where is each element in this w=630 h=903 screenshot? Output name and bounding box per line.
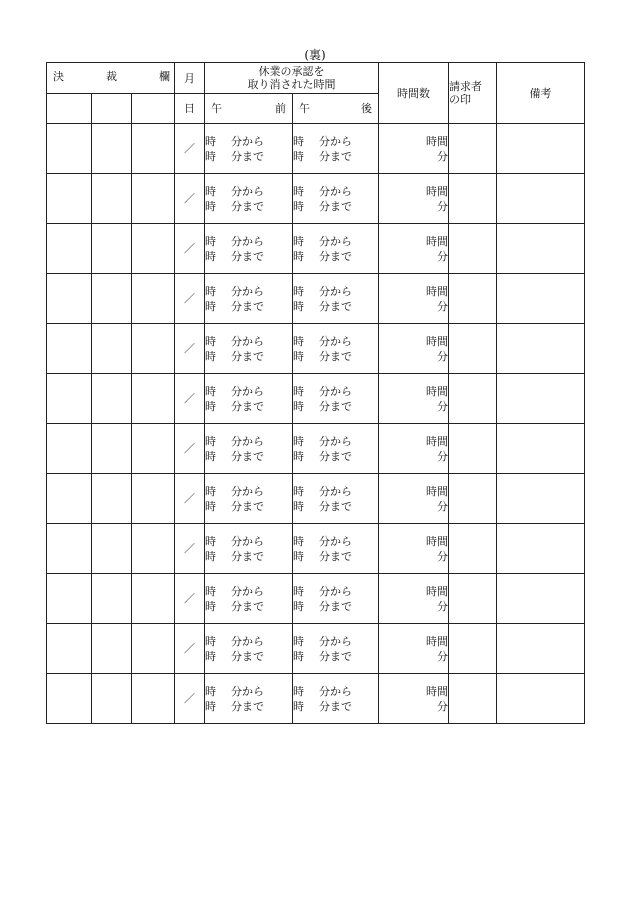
approval-cell-2[interactable] bbox=[92, 274, 132, 324]
seal-cell[interactable] bbox=[449, 324, 497, 374]
am-char-1: 午 bbox=[211, 102, 223, 115]
approval-cell-1[interactable] bbox=[47, 124, 92, 174]
table-row bbox=[47, 274, 585, 324]
pm-from-minute-label: 分から bbox=[319, 684, 353, 698]
date-cell[interactable]: ／ bbox=[175, 524, 205, 574]
date-cell[interactable]: ／ bbox=[175, 174, 205, 224]
approval-cell-1[interactable] bbox=[47, 374, 92, 424]
pm-from-hour-label: 時 bbox=[293, 184, 305, 198]
am-time-cell[interactable] bbox=[205, 274, 293, 324]
requester-seal-header bbox=[449, 63, 497, 124]
pm-char-1: 午 bbox=[299, 102, 311, 115]
am-to-hour-label: 時 bbox=[205, 549, 217, 563]
approval-cell-3[interactable] bbox=[132, 674, 175, 724]
month-header: 月 bbox=[175, 63, 205, 94]
approval-cell-1[interactable] bbox=[47, 274, 92, 324]
seal-cell[interactable] bbox=[449, 424, 497, 474]
kessai-char-2: 裁 bbox=[106, 70, 118, 83]
hours-cell[interactable] bbox=[379, 374, 449, 424]
seal-cell[interactable] bbox=[449, 224, 497, 274]
pm-to-minute-label: 分まで bbox=[319, 399, 353, 413]
approval-cell-2[interactable] bbox=[92, 324, 132, 374]
date-cell[interactable]: ／ bbox=[175, 374, 205, 424]
hours-cell[interactable] bbox=[379, 124, 449, 174]
pm-time-cell[interactable] bbox=[293, 674, 379, 724]
approval-cell-1[interactable] bbox=[47, 224, 92, 274]
minutes-label: 分 bbox=[437, 249, 449, 263]
approval-cell-1[interactable] bbox=[47, 174, 92, 224]
date-cell[interactable]: ／ bbox=[175, 674, 205, 724]
minutes-label: 分 bbox=[437, 149, 449, 163]
am-time-cell[interactable] bbox=[205, 224, 293, 274]
pm-time-cell[interactable] bbox=[293, 374, 379, 424]
approval-cell-2[interactable] bbox=[92, 624, 132, 674]
am-to-hour-label: 時 bbox=[205, 199, 217, 213]
approval-cell-2[interactable] bbox=[92, 224, 132, 274]
pm-time-cell[interactable] bbox=[293, 524, 379, 574]
am-header bbox=[205, 94, 293, 124]
approval-cell-3[interactable] bbox=[132, 324, 175, 374]
table-row bbox=[47, 524, 585, 574]
am-time-cell[interactable] bbox=[205, 124, 293, 174]
kessai-char-3: 欄 bbox=[159, 70, 171, 83]
hours-label: 時間 bbox=[426, 334, 449, 348]
hours-label: 時間 bbox=[426, 384, 449, 398]
approval-cell-3[interactable] bbox=[132, 624, 175, 674]
hours-cell[interactable] bbox=[379, 624, 449, 674]
am-from-minute-label: 分から bbox=[231, 184, 265, 198]
am-from-hour-label: 時 bbox=[205, 284, 217, 298]
pm-from-hour-label: 時 bbox=[293, 584, 305, 598]
table-row bbox=[47, 424, 585, 474]
minutes-label: 分 bbox=[437, 299, 449, 313]
seal-header-line2: の印 bbox=[449, 93, 472, 106]
notes-cell[interactable] bbox=[497, 674, 585, 724]
am-to-minute-label: 分まで bbox=[231, 149, 265, 163]
am-time-cell[interactable] bbox=[205, 624, 293, 674]
pm-from-hour-label: 時 bbox=[293, 534, 305, 548]
pm-time-cell[interactable] bbox=[293, 624, 379, 674]
seal-cell[interactable] bbox=[449, 374, 497, 424]
am-to-hour-label: 時 bbox=[205, 449, 217, 463]
am-from-minute-label: 分から bbox=[231, 634, 265, 648]
pm-from-hour-label: 時 bbox=[293, 284, 305, 298]
approval-cell-3[interactable] bbox=[132, 474, 175, 524]
am-from-hour-label: 時 bbox=[205, 584, 217, 598]
am-to-minute-label: 分まで bbox=[231, 399, 265, 413]
notes-cell[interactable] bbox=[497, 274, 585, 324]
pm-to-minute-label: 分まで bbox=[319, 449, 353, 463]
am-to-hour-label: 時 bbox=[205, 149, 217, 163]
hours-cell[interactable] bbox=[379, 274, 449, 324]
am-from-hour-label: 時 bbox=[205, 184, 217, 198]
hours-cell[interactable] bbox=[379, 324, 449, 374]
seal-cell[interactable] bbox=[449, 124, 497, 174]
pm-from-hour-label: 時 bbox=[293, 684, 305, 698]
pm-to-minute-label: 分まで bbox=[319, 199, 353, 213]
minutes-label: 分 bbox=[437, 649, 449, 663]
pm-to-hour-label: 時 bbox=[293, 149, 305, 163]
pm-from-hour-label: 時 bbox=[293, 234, 305, 248]
approval-cell-2[interactable] bbox=[92, 574, 132, 624]
day-header: 日 bbox=[175, 94, 205, 124]
am-to-hour-label: 時 bbox=[205, 649, 217, 663]
am-from-hour-label: 時 bbox=[205, 534, 217, 548]
pm-from-hour-label: 時 bbox=[293, 634, 305, 648]
approval-cell-3[interactable] bbox=[132, 224, 175, 274]
minutes-label: 分 bbox=[437, 449, 449, 463]
pm-from-hour-label: 時 bbox=[293, 484, 305, 498]
am-from-hour-label: 時 bbox=[205, 384, 217, 398]
seal-cell[interactable] bbox=[449, 274, 497, 324]
pm-to-hour-label: 時 bbox=[293, 349, 305, 363]
am-to-hour-label: 時 bbox=[205, 699, 217, 713]
approval-cell-1[interactable] bbox=[47, 324, 92, 374]
am-time-cell[interactable] bbox=[205, 474, 293, 524]
hours-label: 時間 bbox=[426, 484, 449, 498]
approval-cell-2[interactable] bbox=[92, 524, 132, 574]
seal-cell[interactable] bbox=[449, 674, 497, 724]
am-to-minute-label: 分まで bbox=[231, 599, 265, 613]
pm-to-minute-label: 分まで bbox=[319, 349, 353, 363]
table-row bbox=[47, 474, 585, 524]
am-to-minute-label: 分まで bbox=[231, 249, 265, 263]
notes-cell[interactable] bbox=[497, 574, 585, 624]
pm-time-cell[interactable] bbox=[293, 174, 379, 224]
am-from-minute-label: 分から bbox=[231, 384, 265, 398]
pm-from-minute-label: 分から bbox=[319, 384, 353, 398]
approval-cell-2[interactable] bbox=[92, 674, 132, 724]
date-cell[interactable]: ／ bbox=[175, 224, 205, 274]
leave-cancellation-table bbox=[46, 62, 585, 724]
am-time-cell[interactable] bbox=[205, 424, 293, 474]
notes-header: 備考 bbox=[497, 63, 585, 124]
header-row-1 bbox=[47, 63, 585, 94]
am-time-cell[interactable] bbox=[205, 374, 293, 424]
pm-from-minute-label: 分から bbox=[319, 284, 353, 298]
pm-to-minute-label: 分まで bbox=[319, 299, 353, 313]
notes-cell[interactable] bbox=[497, 424, 585, 474]
notes-cell[interactable] bbox=[497, 174, 585, 224]
am-from-hour-label: 時 bbox=[205, 434, 217, 448]
am-to-hour-label: 時 bbox=[205, 349, 217, 363]
notes-cell[interactable] bbox=[497, 524, 585, 574]
hours-label: 時間 bbox=[426, 684, 449, 698]
pm-from-hour-label: 時 bbox=[293, 434, 305, 448]
pm-from-hour-label: 時 bbox=[293, 334, 305, 348]
am-to-minute-label: 分まで bbox=[231, 699, 265, 713]
pm-to-hour-label: 時 bbox=[293, 249, 305, 263]
minutes-label: 分 bbox=[437, 349, 449, 363]
cancelled-time-header-line1: 休業の承認を bbox=[258, 65, 325, 78]
am-to-minute-label: 分まで bbox=[231, 349, 265, 363]
am-from-minute-label: 分から bbox=[231, 284, 265, 298]
approval-cell-1[interactable] bbox=[47, 524, 92, 574]
seal-cell[interactable] bbox=[449, 474, 497, 524]
date-cell[interactable]: ／ bbox=[175, 474, 205, 524]
page-heading: (裏) bbox=[304, 48, 326, 62]
am-to-hour-label: 時 bbox=[205, 399, 217, 413]
notes-cell[interactable] bbox=[497, 324, 585, 374]
pm-from-minute-label: 分から bbox=[319, 334, 353, 348]
approval-cell-3[interactable] bbox=[132, 374, 175, 424]
approval-cell-1[interactable] bbox=[47, 674, 92, 724]
pm-time-cell[interactable] bbox=[293, 474, 379, 524]
pm-time-cell[interactable] bbox=[293, 424, 379, 474]
approval-cell-2[interactable] bbox=[92, 124, 132, 174]
hours-cell[interactable] bbox=[379, 674, 449, 724]
pm-from-minute-label: 分から bbox=[319, 234, 353, 248]
minutes-label: 分 bbox=[437, 199, 449, 213]
pm-to-hour-label: 時 bbox=[293, 499, 305, 513]
minutes-label: 分 bbox=[437, 399, 449, 413]
seal-cell[interactable] bbox=[449, 174, 497, 224]
approval-cell-1[interactable] bbox=[47, 624, 92, 674]
pm-from-minute-label: 分から bbox=[319, 134, 353, 148]
am-from-hour-label: 時 bbox=[205, 484, 217, 498]
pm-from-minute-label: 分から bbox=[319, 584, 353, 598]
approval-cell-3[interactable] bbox=[132, 124, 175, 174]
am-time-cell[interactable] bbox=[205, 524, 293, 574]
pm-to-hour-label: 時 bbox=[293, 699, 305, 713]
pm-time-cell[interactable] bbox=[293, 274, 379, 324]
table-row bbox=[47, 224, 585, 274]
am-from-hour-label: 時 bbox=[205, 134, 217, 148]
pm-to-hour-label: 時 bbox=[293, 649, 305, 663]
pm-time-cell[interactable] bbox=[293, 224, 379, 274]
pm-from-minute-label: 分から bbox=[319, 434, 353, 448]
minutes-label: 分 bbox=[437, 499, 449, 513]
am-from-minute-label: 分から bbox=[231, 534, 265, 548]
approval-cell-3[interactable] bbox=[132, 424, 175, 474]
approval-column-header bbox=[47, 63, 175, 94]
am-time-cell[interactable] bbox=[205, 674, 293, 724]
hours-header: 時間数 bbox=[379, 63, 449, 124]
table-row bbox=[47, 624, 585, 674]
approval-box-2[interactable] bbox=[92, 94, 132, 124]
am-from-hour-label: 時 bbox=[205, 634, 217, 648]
pm-to-minute-label: 分まで bbox=[319, 699, 353, 713]
approval-cell-2[interactable] bbox=[92, 374, 132, 424]
pm-from-minute-label: 分から bbox=[319, 484, 353, 498]
am-from-minute-label: 分から bbox=[231, 684, 265, 698]
approval-box-1[interactable] bbox=[47, 94, 92, 124]
hours-label: 時間 bbox=[426, 534, 449, 548]
date-cell[interactable]: ／ bbox=[175, 274, 205, 324]
approval-cell-2[interactable] bbox=[92, 424, 132, 474]
pm-from-hour-label: 時 bbox=[293, 134, 305, 148]
seal-header-line1: 請求者 bbox=[449, 80, 483, 93]
am-from-hour-label: 時 bbox=[205, 334, 217, 348]
pm-to-hour-label: 時 bbox=[293, 399, 305, 413]
am-from-minute-label: 分から bbox=[231, 484, 265, 498]
am-time-cell[interactable] bbox=[205, 174, 293, 224]
am-to-hour-label: 時 bbox=[205, 499, 217, 513]
cancelled-time-header bbox=[205, 63, 379, 94]
pm-from-minute-label: 分から bbox=[319, 634, 353, 648]
pm-header bbox=[293, 94, 379, 124]
approval-cell-2[interactable] bbox=[92, 474, 132, 524]
approval-cell-2[interactable] bbox=[92, 174, 132, 224]
approval-cell-3[interactable] bbox=[132, 524, 175, 574]
pm-to-hour-label: 時 bbox=[293, 449, 305, 463]
am-from-minute-label: 分から bbox=[231, 584, 265, 598]
date-cell[interactable]: ／ bbox=[175, 624, 205, 674]
pm-from-hour-label: 時 bbox=[293, 384, 305, 398]
am-to-minute-label: 分まで bbox=[231, 649, 265, 663]
pm-to-hour-label: 時 bbox=[293, 199, 305, 213]
pm-to-minute-label: 分まで bbox=[319, 649, 353, 663]
hours-label: 時間 bbox=[426, 234, 449, 248]
am-from-minute-label: 分から bbox=[231, 134, 265, 148]
am-to-hour-label: 時 bbox=[205, 249, 217, 263]
hours-cell[interactable] bbox=[379, 474, 449, 524]
am-from-hour-label: 時 bbox=[205, 234, 217, 248]
am-from-hour-label: 時 bbox=[205, 684, 217, 698]
am-from-minute-label: 分から bbox=[231, 234, 265, 248]
hours-cell[interactable] bbox=[379, 574, 449, 624]
am-to-minute-label: 分まで bbox=[231, 199, 265, 213]
cancelled-time-header-line2: 取り消された時間 bbox=[247, 78, 336, 91]
am-to-minute-label: 分まで bbox=[231, 299, 265, 313]
hours-label: 時間 bbox=[426, 434, 449, 448]
am-to-hour-label: 時 bbox=[205, 299, 217, 313]
kessai-char-1: 決 bbox=[53, 70, 64, 83]
hours-cell[interactable] bbox=[379, 524, 449, 574]
seal-cell[interactable] bbox=[449, 624, 497, 674]
minutes-label: 分 bbox=[437, 699, 449, 713]
table-row bbox=[47, 674, 585, 724]
notes-cell[interactable] bbox=[497, 474, 585, 524]
approval-cell-1[interactable] bbox=[47, 424, 92, 474]
am-to-minute-label: 分まで bbox=[231, 499, 265, 513]
am-time-cell[interactable] bbox=[205, 574, 293, 624]
am-from-minute-label: 分から bbox=[231, 434, 265, 448]
approval-box-3[interactable] bbox=[132, 94, 175, 124]
table-row bbox=[47, 324, 585, 374]
approval-cell-1[interactable] bbox=[47, 574, 92, 624]
approval-cell-3[interactable] bbox=[132, 574, 175, 624]
approval-cell-1[interactable] bbox=[47, 474, 92, 524]
seal-cell[interactable] bbox=[449, 524, 497, 574]
approval-cell-3[interactable] bbox=[132, 174, 175, 224]
hours-cell[interactable] bbox=[379, 174, 449, 224]
pm-char-2: 後 bbox=[361, 102, 373, 115]
pm-to-minute-label: 分まで bbox=[319, 149, 353, 163]
pm-to-hour-label: 時 bbox=[293, 599, 305, 613]
notes-cell[interactable] bbox=[497, 624, 585, 674]
approval-cell-3[interactable] bbox=[132, 274, 175, 324]
date-cell[interactable]: ／ bbox=[175, 324, 205, 374]
table-row bbox=[47, 574, 585, 624]
am-from-minute-label: 分から bbox=[231, 334, 265, 348]
minutes-label: 分 bbox=[437, 599, 449, 613]
hours-label: 時間 bbox=[426, 284, 449, 298]
notes-cell[interactable] bbox=[497, 224, 585, 274]
table-row bbox=[47, 124, 585, 174]
pm-from-minute-label: 分から bbox=[319, 184, 353, 198]
pm-to-hour-label: 時 bbox=[293, 549, 305, 563]
hours-cell[interactable] bbox=[379, 424, 449, 474]
pm-to-hour-label: 時 bbox=[293, 299, 305, 313]
pm-from-minute-label: 分から bbox=[319, 534, 353, 548]
date-cell[interactable]: ／ bbox=[175, 424, 205, 474]
hours-cell[interactable] bbox=[379, 224, 449, 274]
am-to-minute-label: 分まで bbox=[231, 549, 265, 563]
date-cell[interactable]: ／ bbox=[175, 574, 205, 624]
pm-to-minute-label: 分まで bbox=[319, 549, 353, 563]
am-to-hour-label: 時 bbox=[205, 599, 217, 613]
am-char-2: 前 bbox=[275, 102, 287, 115]
pm-to-minute-label: 分まで bbox=[319, 599, 353, 613]
date-cell[interactable]: ／ bbox=[175, 124, 205, 174]
notes-cell[interactable] bbox=[497, 374, 585, 424]
pm-to-minute-label: 分まで bbox=[319, 499, 353, 513]
am-to-minute-label: 分まで bbox=[231, 449, 265, 463]
pm-time-cell[interactable] bbox=[293, 574, 379, 624]
hours-label: 時間 bbox=[426, 634, 449, 648]
seal-cell[interactable] bbox=[449, 574, 497, 624]
hours-label: 時間 bbox=[426, 584, 449, 598]
am-time-cell[interactable] bbox=[205, 324, 293, 374]
table-row bbox=[47, 374, 585, 424]
pm-to-minute-label: 分まで bbox=[319, 249, 353, 263]
minutes-label: 分 bbox=[437, 549, 449, 563]
hours-label: 時間 bbox=[426, 184, 449, 198]
pm-time-cell[interactable] bbox=[293, 324, 379, 374]
hours-label: 時間 bbox=[426, 134, 449, 148]
pm-time-cell[interactable] bbox=[293, 124, 379, 174]
notes-cell[interactable] bbox=[497, 124, 585, 174]
table-row bbox=[47, 174, 585, 224]
